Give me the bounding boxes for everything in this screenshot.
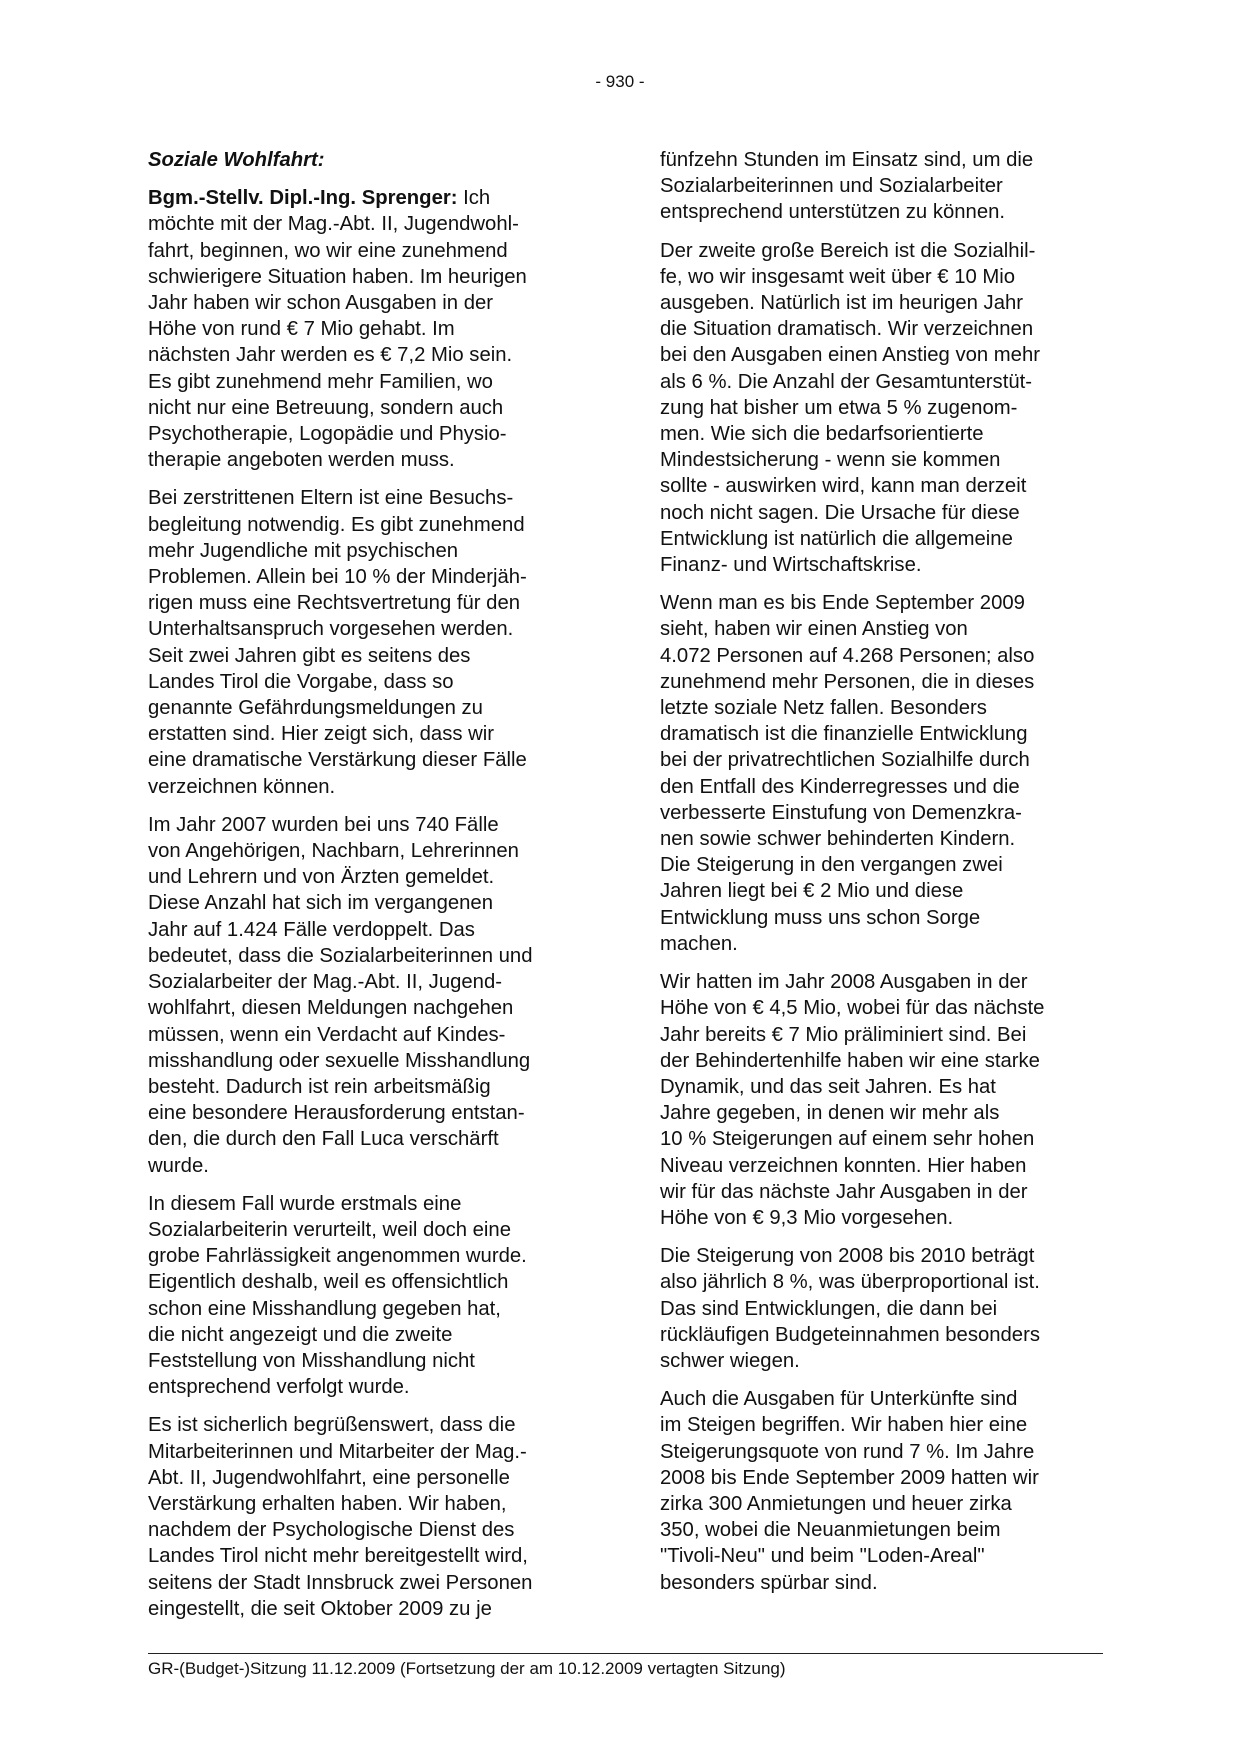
text-line: Höhe von € 4,5 Mio, wobei für das nächste: [660, 997, 1045, 1020]
text-line: misshandlung oder sexuelle Misshandlung: [148, 1049, 531, 1072]
text-line: die nicht angezeigt und die zweite: [148, 1323, 453, 1346]
text-line: Diese Anzahl hat sich im vergangenen: [148, 892, 493, 915]
page-footer: GR-(Budget-)Sitzung 11.12.2009 (Fortsetzung der am 10.12.2009 vertagten Sitzung): [148, 1653, 1103, 1680]
text-line: Höhe von € 9,3 Mio vorgesehen.: [660, 1206, 954, 1229]
text-line: wir für das nächste Jahr Ausgaben in der: [660, 1180, 1028, 1203]
text-line: zung hat bisher um etwa 5 % zugenom-: [660, 396, 1018, 419]
text-line: letzte soziale Netz fallen. Besonders: [660, 697, 987, 720]
text-line: Die Steigerung von 2008 bis 2010 beträgt: [660, 1245, 1035, 1268]
text-line: Unterhaltsanspruch vorgesehen werden.: [148, 618, 514, 641]
text-line: Mindestsicherung - wenn sie kommen: [660, 449, 1001, 472]
text-line: "Tivoli-Neu" und beim "Loden-Areal": [660, 1545, 985, 1568]
text-line: grobe Fahrlässigkeit angenommen wurde.: [148, 1245, 527, 1268]
text-line: müssen, wenn ein Verdacht auf Kindes-: [148, 1023, 506, 1046]
right-paragraph-6: [660, 1386, 1110, 1596]
left-paragraph-3: [148, 812, 593, 1179]
text-line: erstatten sind. Hier zeigt sich, dass wir: [148, 723, 495, 746]
left-column: [148, 147, 593, 1634]
text-line: möchte mit der Mag.-Abt. II, Jugendwohl-: [148, 213, 519, 236]
section-heading: Soziale Wohlfahrt:: [148, 149, 325, 171]
text-line: schwierigere Situation haben. Im heurigen: [148, 265, 527, 288]
text-line: 4.072 Personen auf 4.268 Personen; also: [660, 644, 1035, 667]
text-line: Entwicklung muss uns schon Sorge: [660, 906, 981, 929]
text-line: Verstärkung erhalten haben. Wir haben,: [148, 1492, 507, 1515]
text-line: fahrt, beginnen, wo wir eine zunehmend: [148, 239, 508, 262]
text-line: die Situation dramatisch. Wir verzeichnen: [660, 318, 1034, 341]
page-number: - 930 -: [595, 72, 645, 91]
text-line: machen.: [660, 932, 738, 955]
text-line: men. Wie sich die bedarfsorientierte: [660, 423, 984, 446]
text-line: und Lehrern und von Ärzten gemeldet.: [148, 866, 495, 889]
text-line: im Steigen begriffen. Wir haben hier eine: [660, 1414, 1028, 1437]
text-line: genannte Gefährdungsmeldungen zu: [148, 697, 483, 720]
text-line: als 6 %. Die Anzahl der Gesamtunterstüt-: [660, 370, 1032, 393]
text-line: fünfzehn Stunden im Einsatz sind, um die: [660, 149, 1034, 171]
text-line: 2008 bis Ende September 2009 hatten wir: [660, 1466, 1039, 1489]
text-line: nachdem der Psychologische Dienst des: [148, 1519, 515, 1542]
text-line: Auch die Ausgaben für Unterkünfte sind: [660, 1388, 1018, 1411]
text-line: rückläufigen Budgeteinnahmen besonders: [660, 1323, 1040, 1346]
text-line: Es ist sicherlich begrüßenswert, dass die: [148, 1414, 516, 1437]
text-line: den, die durch den Fall Luca verschärft: [148, 1128, 499, 1151]
text-line: noch nicht sagen. Die Ursache für diese: [660, 501, 1020, 524]
text-line: Finanz- und Wirtschaftskrise.: [660, 554, 922, 577]
text-line: begleitung notwendig. Es gibt zunehmend: [148, 513, 525, 536]
text-line: wurde.: [148, 1154, 209, 1177]
left-paragraph-2: [148, 485, 593, 799]
text-line: verbesserte Einstufung von Demenzkra-: [660, 801, 1022, 824]
text-line: also jährlich 8 %, was überproportional ist.: [660, 1271, 1040, 1294]
text-line: Niveau verzeichnen konnten. Hier haben: [660, 1154, 1027, 1177]
speaker-name: Bgm.-Stellv. Dipl.-Ing. Sprenger:: [148, 187, 458, 210]
right-column: [660, 147, 1110, 1608]
text-line: sollte - auswirken wird, kann man derzeit: [660, 475, 1027, 498]
text-line: Jahr auf 1.424 Fälle verdoppelt. Das: [148, 918, 475, 941]
text-line: Jahre gegeben, in denen wir mehr als: [660, 1102, 1000, 1125]
right-paragraph-4: [660, 969, 1110, 1231]
text-line: Wenn man es bis Ende September 2009: [660, 592, 1025, 615]
text-line: bedeutet, dass die Sozialarbeiterinnen und: [148, 944, 533, 967]
text-line: fe, wo wir insgesamt weit über € 10 Mio: [660, 265, 1016, 288]
text-line: Es gibt zunehmend mehr Familien, wo: [148, 370, 493, 393]
right-paragraph-1: [660, 147, 1110, 226]
text-line: ausgeben. Natürlich ist im heurigen Jahr: [660, 292, 1024, 315]
text-line: besonders spürbar sind.: [660, 1571, 878, 1594]
text-line: rigen muss eine Rechtsvertretung für den: [148, 592, 521, 615]
text-line: nächsten Jahr werden es € 7,2 Mio sein.: [148, 344, 513, 367]
text-line: zirka 300 Anmietungen und heuer zirka: [660, 1492, 1012, 1515]
text-line: Sozialarbeiter der Mag.-Abt. II, Jugend-: [148, 971, 502, 994]
text-line: Im Jahr 2007 wurden bei uns 740 Fälle: [148, 813, 499, 836]
text-line: Höhe von rund € 7 Mio gehabt. Im: [148, 318, 455, 341]
text-line: [148, 185, 593, 211]
text-line: mehr Jugendliche mit psychischen: [148, 539, 459, 562]
left-paragraph-4: [148, 1191, 593, 1401]
right-paragraph-2: [660, 238, 1110, 579]
text-line: Jahr bereits € 7 Mio präliminiert sind. Bei: [660, 1023, 1027, 1046]
text-line: eingestellt, die seit Oktober 2009 zu je: [148, 1597, 492, 1620]
left-paragraph-1: [148, 185, 593, 473]
text-line: Die Steigerung in den vergangen zwei: [660, 854, 1003, 877]
text-line: Das sind Entwicklungen, die dann bei: [660, 1297, 998, 1320]
text-line: Abt. II, Jugendwohlfahrt, eine personelle: [148, 1466, 510, 1489]
text-line: 10 % Steigerungen auf einem sehr hohen: [660, 1128, 1035, 1151]
text-line: eine besondere Herausforderung entstan-: [148, 1102, 525, 1125]
text-line: Jahren liegt bei € 2 Mio und diese: [660, 880, 964, 903]
text-line: Sozialarbeiterin verurteilt, weil doch eine: [148, 1218, 511, 1241]
text-line: verzeichnen können.: [148, 775, 336, 798]
text-line: Entwicklung ist natürlich die allgemeine: [660, 527, 1013, 550]
text-line: besteht. Dadurch ist rein arbeitsmäßig: [148, 1075, 491, 1098]
text-line-fragment: Ich: [457, 187, 491, 210]
text-line: Bei zerstrittenen Eltern ist eine Besuchs-: [148, 487, 514, 510]
text-line: Jahr haben wir schon Ausgaben in der: [148, 292, 494, 315]
text-line: schwer wiegen.: [660, 1349, 800, 1372]
text-line: eine dramatische Verstärkung dieser Fälle: [148, 749, 527, 772]
text-line: Wir hatten im Jahr 2008 Ausgaben in der: [660, 971, 1028, 994]
text-line: In diesem Fall wurde erstmals eine: [148, 1192, 462, 1215]
text-line: zunehmend mehr Personen, die in dieses: [660, 670, 1035, 693]
text-line: Mitarbeiterinnen und Mitarbeiter der Mag.-: [148, 1440, 527, 1463]
text-line: bei der privatrechtlichen Sozialhilfe durch: [660, 749, 1030, 772]
right-paragraph-5: [660, 1243, 1110, 1374]
text-line: wohlfahrt, diesen Meldungen nachgehen: [148, 997, 514, 1020]
text-line: 350, wobei die Neuanmietungen beim: [660, 1519, 1001, 1542]
text-line: Sozialarbeiterinnen und Sozialarbeiter: [660, 175, 1003, 198]
text-line: Feststellung von Misshandlung nicht: [148, 1349, 475, 1372]
text-line: Dynamik, und das seit Jahren. Es hat: [660, 1075, 996, 1098]
left-paragraph-5: [148, 1412, 593, 1622]
text-line: Landes Tirol nicht mehr bereitgestellt wird,: [148, 1545, 528, 1568]
text-line: sieht, haben wir einen Anstieg von: [660, 618, 968, 641]
text-line: nicht nur eine Betreuung, sondern auch: [148, 396, 504, 419]
text-line: Steigerungsquote von rund 7 %. Im Jahre: [660, 1440, 1035, 1463]
text-line: entsprechend verfolgt wurde.: [148, 1376, 410, 1399]
text-line: Eigentlich deshalb, weil es offensichtlich: [148, 1271, 509, 1294]
text-line: der Behindertenhilfe haben wir eine starke: [660, 1049, 1040, 1072]
text-line: Problemen. Allein bei 10 % der Minderjäh-: [148, 566, 527, 589]
text-line: Der zweite große Bereich ist die Sozialhil-: [660, 239, 1036, 262]
text-line: Landes Tirol die Vorgabe, dass so: [148, 670, 454, 693]
text-line: seitens der Stadt Innsbruck zwei Personen: [148, 1571, 533, 1594]
text-line: den Entfall des Kinderregresses und die: [660, 775, 1020, 798]
text-line: schon eine Misshandlung gegeben hat,: [148, 1297, 501, 1320]
text-line: dramatisch ist die finanzielle Entwicklung: [660, 723, 1028, 746]
right-paragraph-3: [660, 590, 1110, 957]
text-line: Psychotherapie, Logopädie und Physio-: [148, 423, 507, 446]
text-line: therapie angeboten werden muss.: [148, 449, 455, 472]
text-line: entsprechend unterstützen zu können.: [660, 201, 1006, 224]
text-line: nen sowie schwer behinderten Kindern.: [660, 828, 1016, 851]
text-line: Seit zwei Jahren gibt es seitens des: [148, 644, 471, 667]
text-line: von Angehörigen, Nachbarn, Lehrerinnen: [148, 840, 519, 863]
text-line: bei den Ausgaben einen Anstieg von mehr: [660, 344, 1040, 367]
